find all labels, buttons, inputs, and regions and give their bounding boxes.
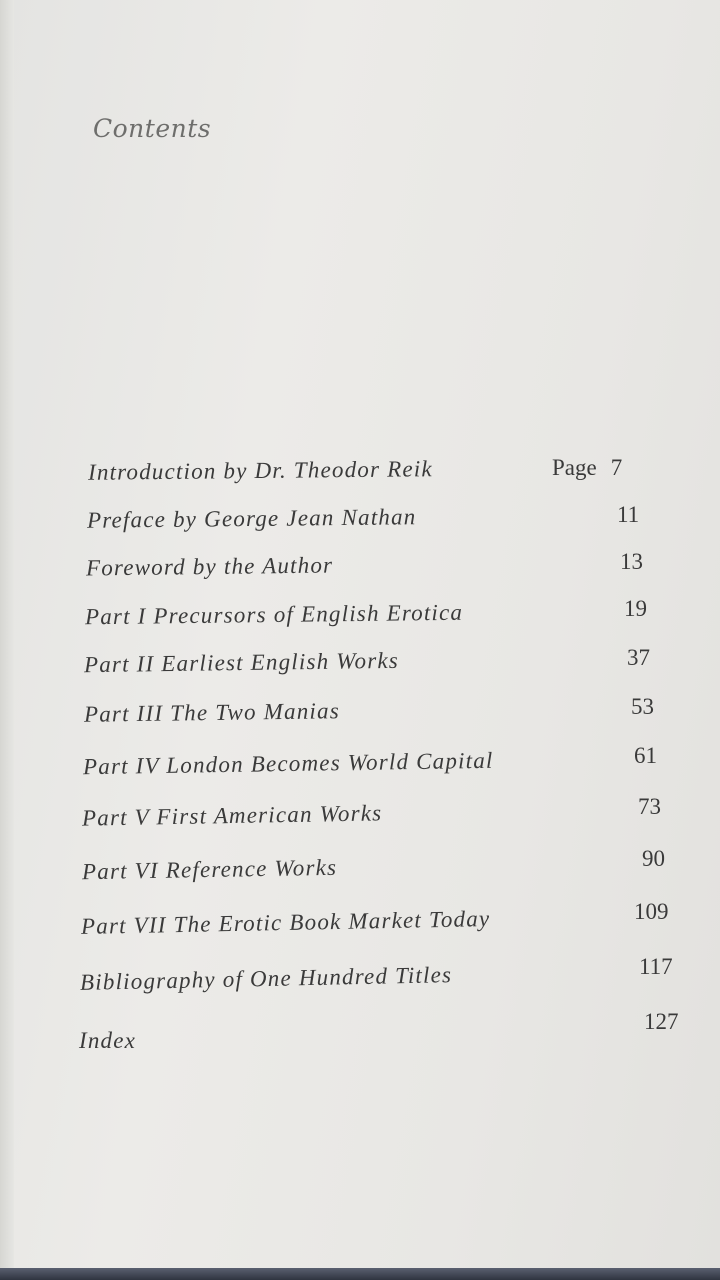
toc-page-number: 13	[620, 549, 643, 574]
toc-entry-title: Part VI Reference Works	[81, 854, 338, 885]
toc-entry-title: Part V First American Works	[81, 800, 383, 831]
toc-page-number: 117	[639, 954, 673, 979]
toc-entry-title: Introduction by Dr. Theodor Reik	[87, 456, 433, 485]
toc-page-number: 53	[631, 694, 654, 719]
toc-page-number: 7	[610, 455, 623, 480]
toc-entry-title: Part VII The Erotic Book Market Today	[80, 906, 491, 939]
toc-page-number: 90	[642, 846, 665, 871]
toc-entry-title: Bibliography of One Hundred Titles	[79, 962, 453, 995]
toc-page-number: 127	[644, 1009, 679, 1034]
page-left-edge	[0, 0, 14, 1268]
contents-heading: Contents	[93, 114, 212, 143]
toc-page-number: 37	[627, 645, 650, 670]
page-label: Page	[552, 455, 597, 480]
toc-entry-title: Part III The Two Manias	[83, 698, 341, 727]
toc-entry-title: Foreword by the Author	[85, 552, 334, 581]
toc-page-number: 11	[617, 502, 640, 527]
cover-edge	[0, 1268, 720, 1280]
toc-page-number: 61	[634, 743, 657, 768]
toc-entry-title: Part IV London Becomes World Capital	[82, 747, 494, 780]
toc-entry-title: Part I Precursors of English Erotica	[84, 599, 464, 630]
toc-page-number: 73	[638, 794, 661, 819]
toc-page-number: 109	[634, 899, 669, 924]
toc-page-number: 19	[624, 596, 647, 621]
toc-entry-title: Part II Earliest English Works	[83, 647, 400, 678]
toc-entry-title: Preface by George Jean Nathan	[86, 504, 417, 533]
toc-entry-title: Index	[79, 1028, 137, 1053]
toc-entry-page	[552, 455, 622, 481]
